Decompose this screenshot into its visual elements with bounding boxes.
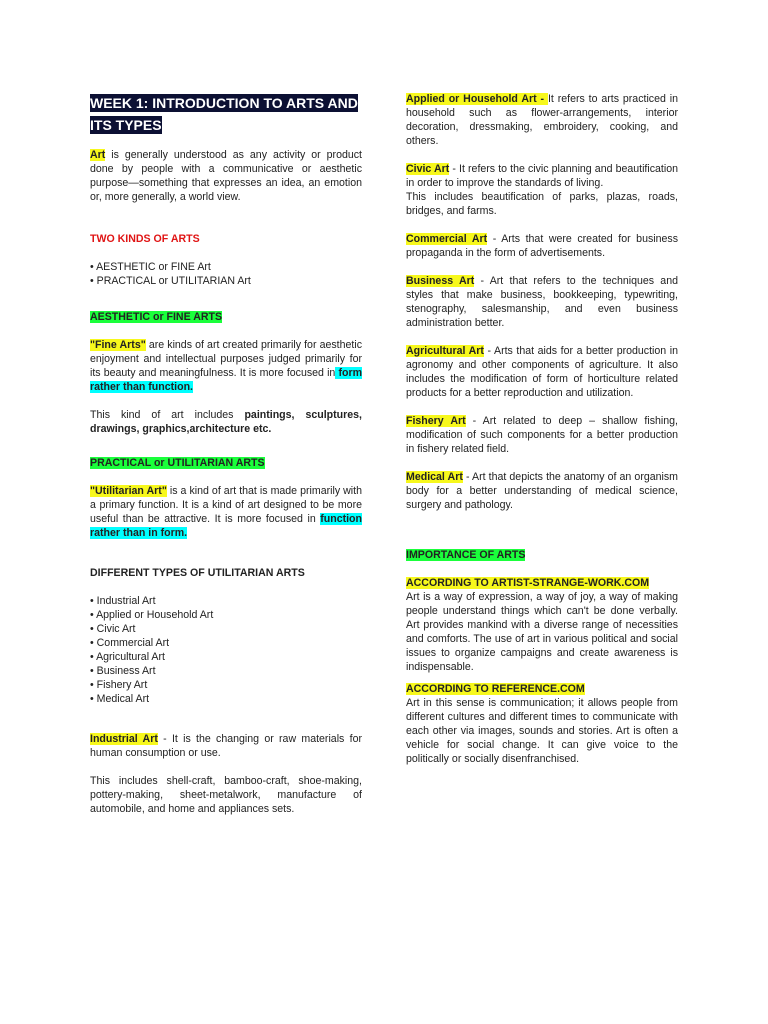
form-rather-highlight: form rather than function.	[90, 367, 363, 393]
right-column	[406, 92, 678, 766]
utilitarian-term: "Utilitarian Art"	[90, 485, 167, 497]
medical-art-term: Medical Art	[406, 471, 463, 483]
business-art-definition: Business Art - Art that refers to the techniques and styles that make business, bookkeeping, typewriting, stenography, salesmanship, and even business administration better.	[406, 275, 678, 329]
agricultural-art-term: Agricultural Art	[406, 345, 484, 357]
utilitarian-types-heading: DIFFERENT TYPES OF UTILITARIAN ARTS	[90, 567, 305, 579]
left-column	[90, 92, 362, 816]
fine-arts-heading: AESTHETIC or FINE ARTS	[90, 311, 223, 323]
fishery-art-definition: Fishery Art - Art related to deep – shallow fishing, modification of such components for a better production in fishery related field.	[406, 415, 678, 455]
fine-arts-definition: "Fine Arts" are kinds of art created primarily for aesthetic enjoyment and intellectual purposes judged primarily for its beauty and meaningfulness. It is more focused in form rather than function.	[90, 339, 363, 393]
two-kinds-heading: TWO KINDS OF ARTS	[90, 233, 200, 245]
page-title-block	[90, 92, 362, 136]
medical-art-definition: Medical Art - Art that depicts the anatomy of an organism body for a better understanding of medical science, surgery and pathology.	[406, 471, 678, 511]
industrial-art-term: Industrial Art	[90, 733, 158, 745]
applied-art-term: Applied or Household Art -	[406, 93, 548, 105]
importance-heading: IMPORTANCE OF ARTS	[406, 549, 526, 561]
utilitarian-definition: "Utilitarian Art" is a kind of art that is made primarily with a primary function. It is a kind of art designed to be more useful than be attractive. It is more focused in function rather than in form.	[90, 485, 362, 539]
source1-heading: ACCORDING TO ARTIST-STRANGE-WORK.COM	[406, 577, 650, 589]
applied-art-definition: Applied or Household Art - It refers to arts practiced in household such as flower-arrangements, interior decoration, dressmaking, embroidery, cooking, and others.	[406, 93, 678, 147]
list-item: • Civic Art	[90, 623, 136, 635]
list-item: • Medical Art	[90, 693, 150, 705]
civic-art-includes: This includes beautification of parks, plazas, roads, bridges, and farms.	[406, 191, 678, 217]
list-item: • Business Art	[90, 665, 156, 677]
list-item: • AESTHETIC or FINE Art	[90, 261, 211, 273]
utilitarian-types-list	[90, 594, 362, 706]
practical-arts-heading: PRACTICAL or UTILITARIAN ARTS	[90, 457, 265, 469]
two-kinds-list	[90, 260, 362, 288]
source1-text: Art is a way of expression, a way of joy, a way of making people understand things which can't be done verbally. Art provides mankind with a diverse range of necessities and comforts. The use of art in various political and social issues to organize campaigns and create awareness is indispensable.	[406, 591, 678, 673]
agricultural-art-definition: Agricultural Art - Arts that aids for a better production in agronomy and other components of agriculture. It also includes the modification of form of horticulture related products for a better reproduction and utilization.	[406, 345, 678, 399]
list-item: • Commercial Art	[90, 637, 170, 649]
civic-art-definition: Civic Art - It refers to the civic planning and beautification in order to improve the standards of living.	[406, 163, 678, 189]
civic-art-term: Civic Art	[406, 163, 450, 175]
business-art-term: Business Art	[406, 275, 475, 287]
industrial-art-includes: This includes shell-craft, bamboo-craft, shoe-making, pottery-making, sheet-metalwork, manufacture of automobile, and home and appliances sets.	[90, 775, 362, 815]
list-item: • Agricultural Art	[90, 651, 165, 663]
source2-text: Art in this sense is communication; it allows people from different cultures and different times to communicate with each other via images, sounds and stories. Art is often a vehicle for social change. It can give voice to the politically or socially disenfranchised.	[406, 697, 678, 765]
commercial-art-term: Commercial Art	[406, 233, 488, 245]
function-rather-highlight: function rather than in form.	[90, 513, 362, 539]
fine-arts-term: "Fine Arts"	[90, 339, 146, 351]
source2-heading: ACCORDING TO REFERENCE.COM	[406, 683, 585, 695]
art-definition-text: is generally understood as any activity or product done by people with a communicative or aesthetic purpose—something that expresses an idea, an emotion or, more generally, a world view.	[90, 149, 362, 203]
list-item: • Industrial Art	[90, 595, 156, 607]
list-item: • Applied or Household Art	[90, 609, 214, 621]
list-item: • Fishery Art	[90, 679, 148, 691]
page-title: WEEK 1: INTRODUCTION TO ARTS AND ITS TYPES	[90, 95, 358, 133]
commercial-art-definition: Commercial Art - Arts that were created for business propaganda in the form of advertisements.	[406, 233, 678, 259]
industrial-art-definition: Industrial Art - It is the changing or raw materials for human consumption or use.	[90, 733, 362, 759]
fishery-art-term: Fishery Art	[406, 415, 466, 427]
fine-arts-includes: This kind of art includes paintings, sculptures, drawings, graphics,architecture etc.	[90, 409, 362, 435]
art-definition	[90, 148, 362, 204]
list-item: • PRACTICAL or UTILITARIAN Art	[90, 275, 251, 287]
art-term: Art	[90, 149, 106, 161]
